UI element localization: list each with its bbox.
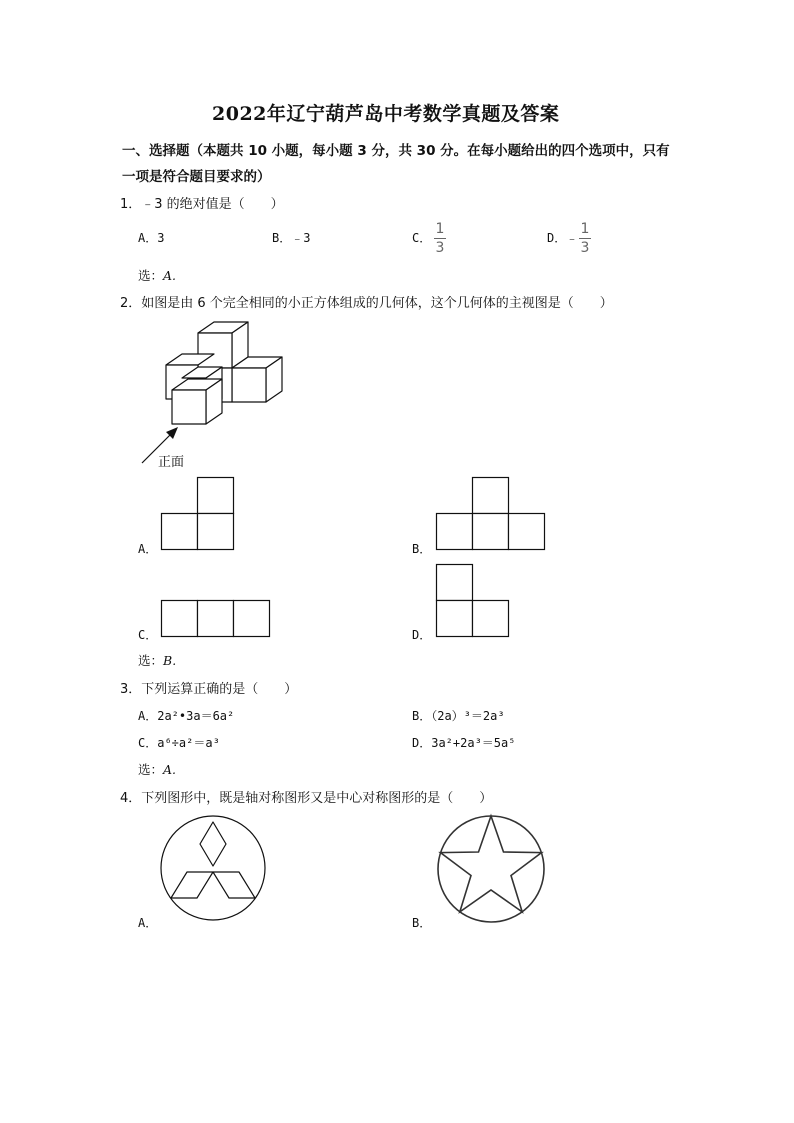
- q1-option-c-fraction: [434, 221, 446, 256]
- q1-option-d-fraction: [579, 221, 591, 256]
- answer-value: A.: [163, 268, 177, 283]
- rhombus-right: [213, 872, 255, 898]
- square: [234, 601, 270, 637]
- answer-prefix: 选：: [138, 762, 164, 777]
- q4-option-b-figure: [436, 814, 546, 924]
- q2-option-c-figure: [161, 600, 271, 638]
- q2-answer: [138, 651, 176, 669]
- fraction-denominator: 3: [580, 240, 590, 256]
- square: [473, 514, 509, 550]
- q3-stem: 3．下列运算正确的是（ ）: [120, 682, 298, 697]
- q2-option-a: A．: [138, 542, 158, 556]
- square: [198, 514, 234, 550]
- q1-answer: [138, 266, 176, 284]
- q1-option-b: B．﹣3: [272, 231, 311, 245]
- square: [162, 514, 198, 550]
- answer-prefix: 选：: [138, 268, 164, 283]
- square: [473, 601, 509, 637]
- q1-stem: 1．﹣3 的绝对值是（ ）: [120, 197, 284, 212]
- q4-option-a: A．: [138, 916, 158, 930]
- rhombus-left: [171, 872, 213, 898]
- q2-option-d: D．: [412, 628, 432, 642]
- q4-stem: 4．下列图形中，既是轴对称图形又是中心对称图形的是（ ）: [120, 791, 493, 806]
- square: [162, 601, 198, 637]
- q2-stem: 2．如图是由 6 个完全相同的小正方体组成的几何体，这个几何体的主视图是（ ）: [120, 296, 613, 311]
- square: [437, 514, 473, 550]
- q2-option-c: C．: [138, 628, 158, 642]
- answer-prefix: 选：: [138, 653, 164, 668]
- q2-option-d-figure: [436, 564, 510, 638]
- square: [473, 478, 509, 514]
- q3-answer: [138, 760, 176, 778]
- cube-right-front: [232, 368, 266, 402]
- square: [198, 478, 234, 514]
- cube-front-front: [172, 390, 206, 424]
- q1-option-d-sign: ﹣: [566, 231, 579, 245]
- q1-option-d-prefix: D．: [547, 231, 567, 245]
- section-header-line2: 一项是符合题目要求的）: [122, 169, 271, 185]
- cube-top-front: [198, 333, 232, 368]
- circle: [161, 816, 265, 920]
- q4-option-b: B．: [412, 916, 432, 930]
- q3-option-c: C．a⁶÷a²＝a³: [138, 736, 220, 750]
- fraction-numerator: 1: [435, 221, 445, 237]
- front-label: 正面: [158, 455, 185, 470]
- answer-value: A.: [163, 762, 177, 777]
- rhombus-top: [200, 822, 226, 866]
- q3-option-a: A．2a²•3a＝6a²: [138, 709, 235, 723]
- fraction-bar: [434, 238, 446, 239]
- q3-option-d: D．3a²+2a³＝5a⁵: [412, 736, 516, 750]
- q3-option-b: B．（2a）³＝2a³: [412, 709, 505, 723]
- section-header-line1: 一、选择题（本题共 10 小题，每小题 3 分，共 30 分。在每小题给出的四个选项中，只有: [122, 143, 670, 159]
- q1-option-c-prefix: C．: [412, 231, 432, 245]
- page-title: 2022年辽宁葫芦岛中考数学真题及答案: [212, 103, 560, 125]
- cube-solid-figure: [130, 315, 290, 475]
- q2-option-a-figure: [161, 477, 235, 551]
- q2-option-b-figure: [436, 477, 546, 551]
- q2-option-b: B．: [412, 542, 432, 556]
- square: [437, 565, 473, 601]
- q1-option-a: A．3: [138, 231, 165, 245]
- answer-value: B.: [163, 653, 177, 668]
- fraction-numerator: 1: [580, 221, 590, 237]
- q4-option-a-figure: [159, 814, 267, 922]
- square: [437, 601, 473, 637]
- fraction-bar: [579, 238, 591, 239]
- square: [509, 514, 545, 550]
- fraction-denominator: 3: [435, 240, 445, 256]
- circle: [438, 816, 544, 922]
- square: [198, 601, 234, 637]
